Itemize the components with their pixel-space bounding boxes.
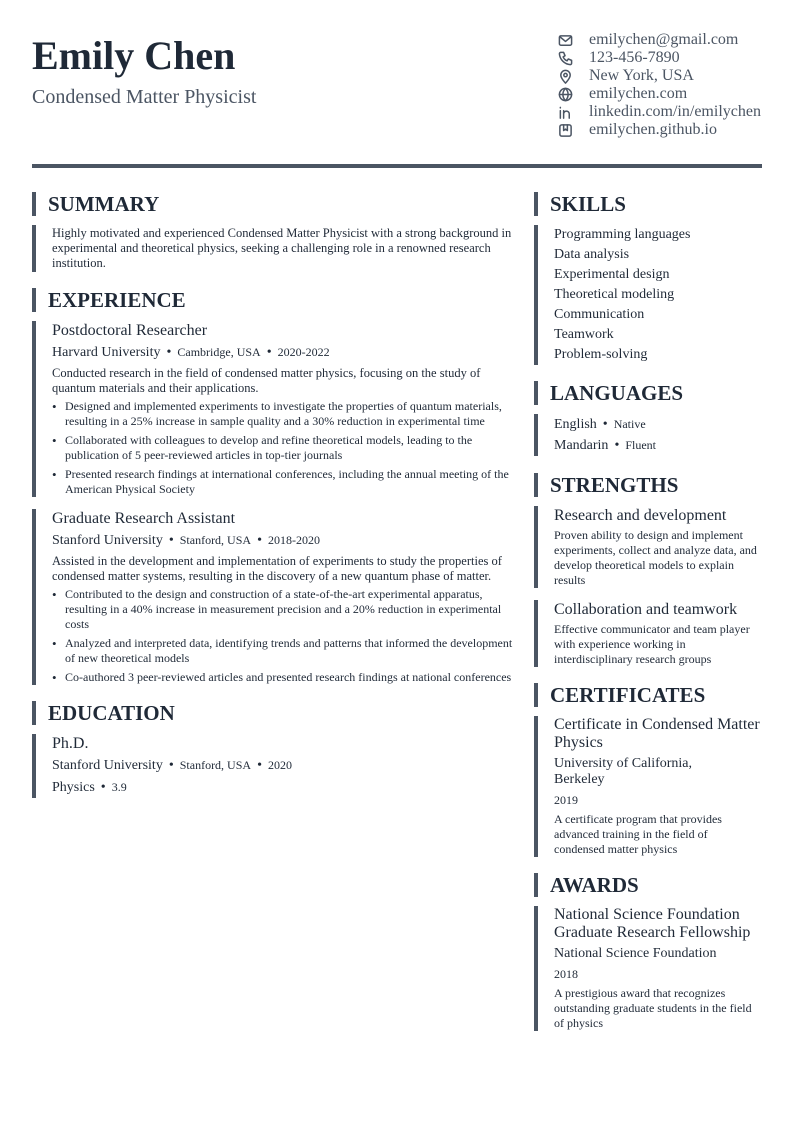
languages-heading: LANGUAGES	[534, 381, 764, 405]
skill-item: Communication	[554, 307, 645, 322]
contact-location	[557, 67, 767, 85]
job-description: Assisted in the development and implementation of experiments to study the properties of condensed matter systems, resulting in the discovery of a new quantum phase of matter.	[52, 554, 502, 583]
skill-item: Problem-solving	[554, 347, 648, 362]
skill-item: Teamwork	[554, 327, 614, 342]
job-org-line: Harvard University • Cambridge, USA • 2020-2022	[52, 345, 330, 360]
candidate-name: Emily Chen	[32, 33, 236, 78]
strength-item	[534, 600, 764, 667]
summary-text: Highly motivated and experienced Condensed Matter Physicist with a strong background in experimental and theoretical physics, seeking a challenging role in a renowned research institution.	[52, 226, 512, 270]
job-org: Stanford University	[52, 533, 163, 548]
contact-website[interactable]	[557, 85, 767, 103]
languages-block	[534, 414, 764, 456]
contact-linkedin[interactable]	[557, 103, 767, 121]
skill-item: Experimental design	[554, 267, 670, 282]
contact-email[interactable]	[557, 31, 767, 49]
summary-block	[32, 225, 514, 272]
left-column	[32, 190, 514, 798]
education-field-line: Physics • 3.9	[52, 780, 127, 795]
right-column	[534, 190, 764, 1031]
job-location: Stanford, USA	[179, 533, 252, 547]
strength-desc: Proven ability to design and implement experiments, collect and analyze data, and develop theoretical models to explain results	[554, 528, 757, 587]
skill-item: Programming languages	[554, 227, 691, 242]
language-level: Fluent	[625, 438, 657, 452]
github-icon	[557, 122, 573, 138]
contact-phone-text: 123-456-7890	[589, 49, 680, 66]
globe-icon	[557, 86, 573, 102]
strength-item	[534, 506, 764, 588]
list-item: • Contributed to the design and construction of a state-of-the-art experimental apparatus, resulting in a 40% increase in measurement precision and a 20% reduction in experimental costs	[52, 587, 514, 632]
award-org: National Science Foundation	[554, 946, 717, 961]
education-degree: Ph.D.	[52, 735, 89, 752]
contact-email-text: emilychen@gmail.com	[589, 31, 739, 48]
education-year: 2020	[267, 758, 292, 772]
job-org: Harvard University	[52, 345, 161, 360]
contact-github-text: emilychen.github.io	[589, 121, 717, 138]
education-org: Stanford University	[52, 758, 163, 773]
education-gpa: 3.9	[111, 780, 127, 794]
contact-website-text: emilychen.com	[589, 85, 688, 102]
job-org-line: Stanford University • Stanford, USA • 2018-2020	[52, 533, 320, 548]
contact-linkedin-text: linkedin.com/in/emilychen	[589, 103, 761, 120]
list-item: • Analyzed and interpreted data, identifying trends and patterns that informed the development of new theoretical models	[52, 636, 514, 666]
skills-block	[534, 225, 764, 365]
certificate-org: University of California, Berkeley	[554, 756, 693, 787]
list-item: • Co-authored 3 peer-reviewed articles and presented research findings at national conferences	[52, 670, 514, 685]
education-org-line: Stanford University • Stanford, USA • 2020	[52, 758, 292, 773]
strengths-heading: STRENGTHS	[534, 473, 764, 497]
award-year: 2018	[554, 967, 578, 981]
strength-desc: Effective communicator and team player with experience working in interdisciplinary research groups	[554, 622, 750, 666]
phone-icon	[557, 50, 573, 66]
skill-item: Data analysis	[554, 247, 630, 262]
strength-title: Collaboration and teamwork	[554, 601, 738, 618]
contact-location-text: New York, USA	[589, 67, 694, 84]
language-level: Native	[613, 417, 646, 431]
education-location: Stanford, USA	[179, 758, 252, 772]
certificates-heading: CERTIFICATES	[534, 683, 764, 707]
header-divider	[32, 164, 762, 168]
education-field: Physics	[52, 780, 95, 795]
contact-list	[557, 31, 767, 139]
skills-heading: SKILLS	[534, 192, 764, 216]
contact-phone[interactable]	[557, 49, 767, 67]
resume-header	[32, 30, 762, 150]
certificate-block	[534, 716, 764, 857]
list-item: • Collaborated with colleagues to develop and refine theoretical models, leading to the publication of 5 peer-reviewed articles in top-tier journals	[52, 433, 514, 463]
experience-job	[32, 509, 514, 685]
award-title: National Science Foundation Graduate Research Fellowship	[554, 906, 751, 941]
map-pin-icon	[557, 68, 573, 84]
education-block	[32, 734, 514, 798]
envelope-icon	[557, 32, 573, 48]
experience-heading: EXPERIENCE	[32, 288, 514, 312]
job-dates: 2018-2020	[267, 533, 320, 547]
language-item: Mandarin • Fluent	[554, 438, 657, 453]
education-heading: EDUCATION	[32, 701, 514, 725]
certificate-year: 2019	[554, 793, 578, 807]
language-name: English	[554, 417, 597, 432]
certificate-title: Certificate in Condensed Matter Physics	[554, 716, 760, 751]
language-item: English • Native	[554, 417, 646, 432]
summary-heading: SUMMARY	[32, 192, 514, 216]
awards-heading: AWARDS	[534, 873, 764, 897]
job-bullets	[52, 587, 514, 685]
list-item: • Presented research findings at international conferences, including the annual meeting of the American Physical Society	[52, 467, 514, 497]
award-desc: A prestigious award that recognizes outstanding graduate students in the field of physics	[554, 986, 752, 1030]
certificate-desc: A certificate program that provides advanced training in the field of condensed matter physics	[554, 812, 722, 856]
award-block	[534, 906, 764, 1031]
job-dates: 2020-2022	[277, 345, 330, 359]
linkedin-icon	[557, 104, 573, 120]
job-title: Graduate Research Assistant	[52, 510, 236, 527]
strength-title: Research and development	[554, 507, 727, 524]
job-title: Postdoctoral Researcher	[52, 322, 208, 339]
experience-job	[32, 321, 514, 497]
job-location: Cambridge, USA	[177, 345, 261, 359]
job-bullets	[52, 399, 514, 497]
candidate-title: Condensed Matter Physicist	[32, 86, 257, 108]
contact-github[interactable]	[557, 121, 767, 139]
job-description: Conducted research in the field of condensed matter physics, focusing on the study of quantum materials and their applications.	[52, 366, 481, 395]
language-name: Mandarin	[554, 438, 609, 453]
skill-item: Theoretical modeling	[554, 287, 675, 302]
list-item: • Designed and implemented experiments to investigate the properties of quantum materials, resulting in a 25% increase in sample quality and a 30% reduction in experimental time	[52, 399, 514, 429]
